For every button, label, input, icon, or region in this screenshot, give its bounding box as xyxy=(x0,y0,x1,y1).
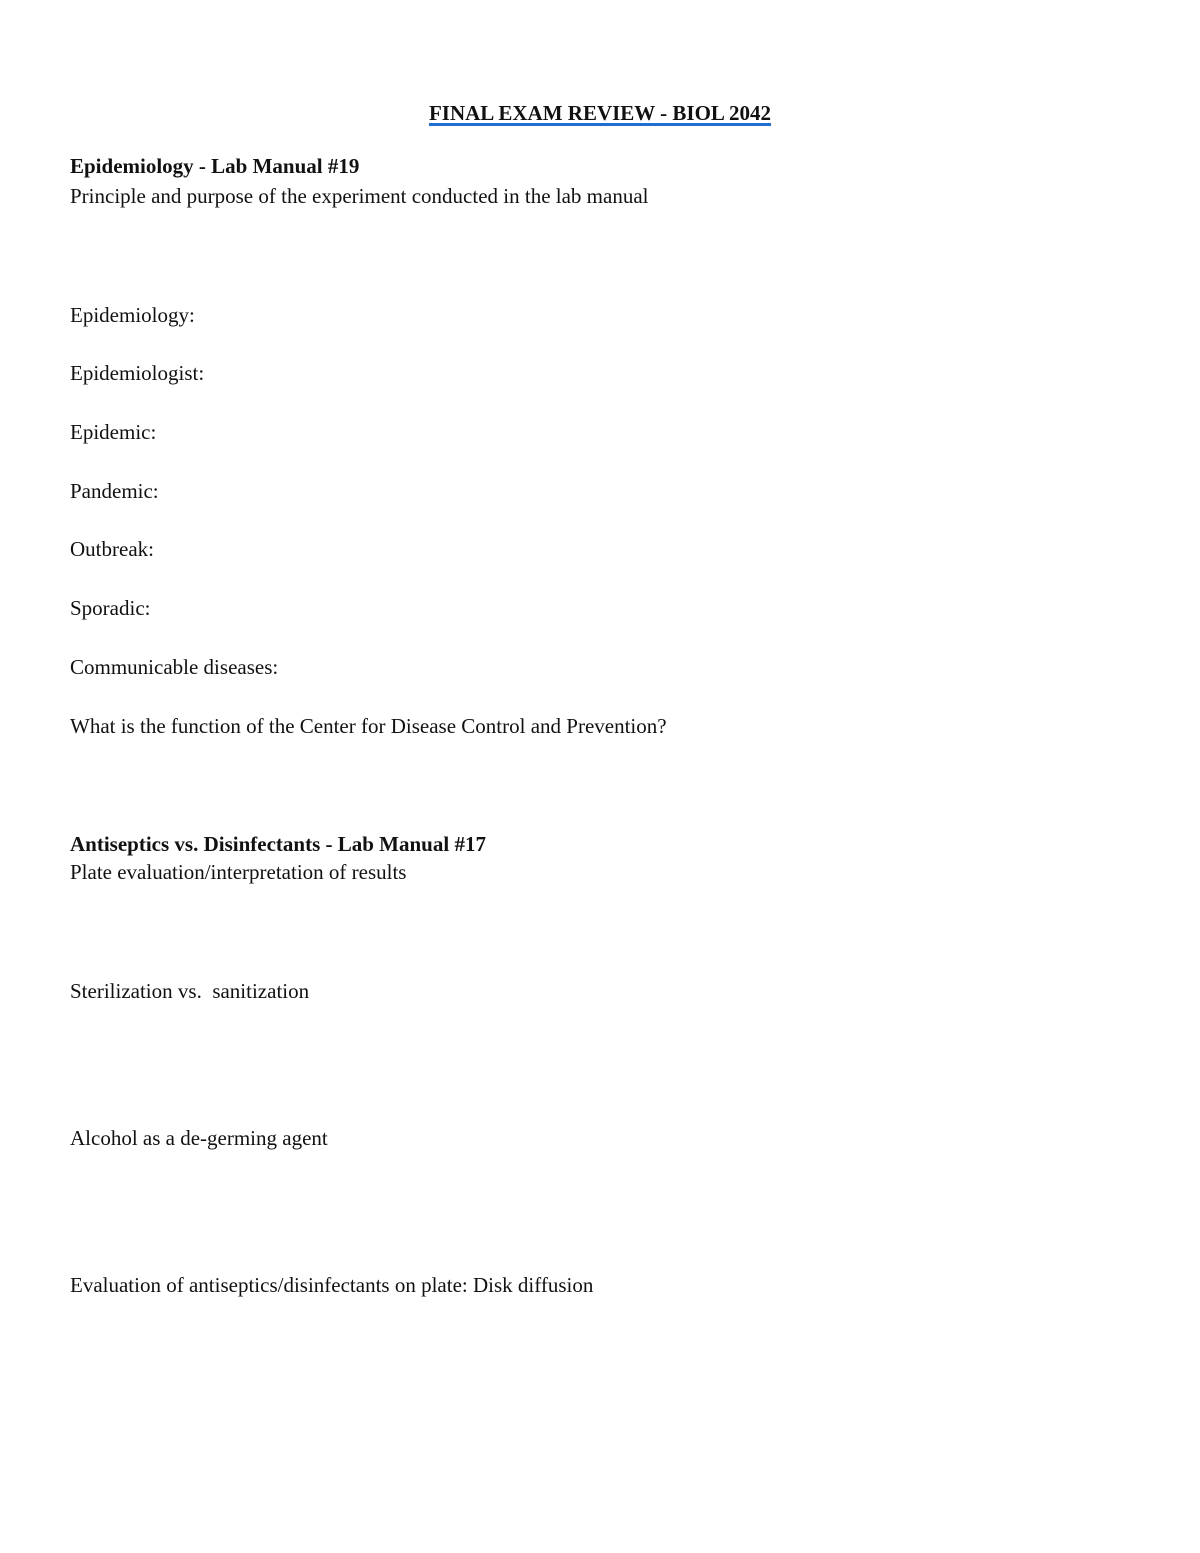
topic-disk-diffusion: Evaluation of antiseptics/disinfectants on plate: Disk diffusion xyxy=(70,1273,594,1297)
section-heading-antiseptics: Antiseptics vs. Disinfectants - Lab Manual #17 xyxy=(70,832,486,856)
topic-alcohol-degerming: Alcohol as a de-germing agent xyxy=(70,1126,328,1150)
section-subheading-plate-evaluation: Plate evaluation/interpretation of results xyxy=(70,860,407,884)
document-title xyxy=(0,103,1200,124)
term-epidemiology: Epidemiology: xyxy=(70,303,195,327)
question-cdc-function: What is the function of the Center for Disease Control and Prevention? xyxy=(70,714,667,738)
term-epidemiologist: Epidemiologist: xyxy=(70,361,205,385)
term-sporadic: Sporadic: xyxy=(70,596,151,620)
topic-sterilization-vs-sanitization: Sterilization vs. sanitization xyxy=(70,979,310,1003)
document-title-text: FINAL EXAM REVIEW - BIOL 2042 xyxy=(428,101,772,125)
section-subheading-principle: Principle and purpose of the experiment conducted in the lab manual xyxy=(70,184,649,208)
term-outbreak: Outbreak: xyxy=(70,537,154,561)
term-epidemic: Epidemic: xyxy=(70,420,157,444)
term-communicable-diseases: Communicable diseases: xyxy=(70,655,279,679)
term-pandemic: Pandemic: xyxy=(70,479,159,503)
section-heading-epidemiology: Epidemiology - Lab Manual #19 xyxy=(70,154,360,178)
